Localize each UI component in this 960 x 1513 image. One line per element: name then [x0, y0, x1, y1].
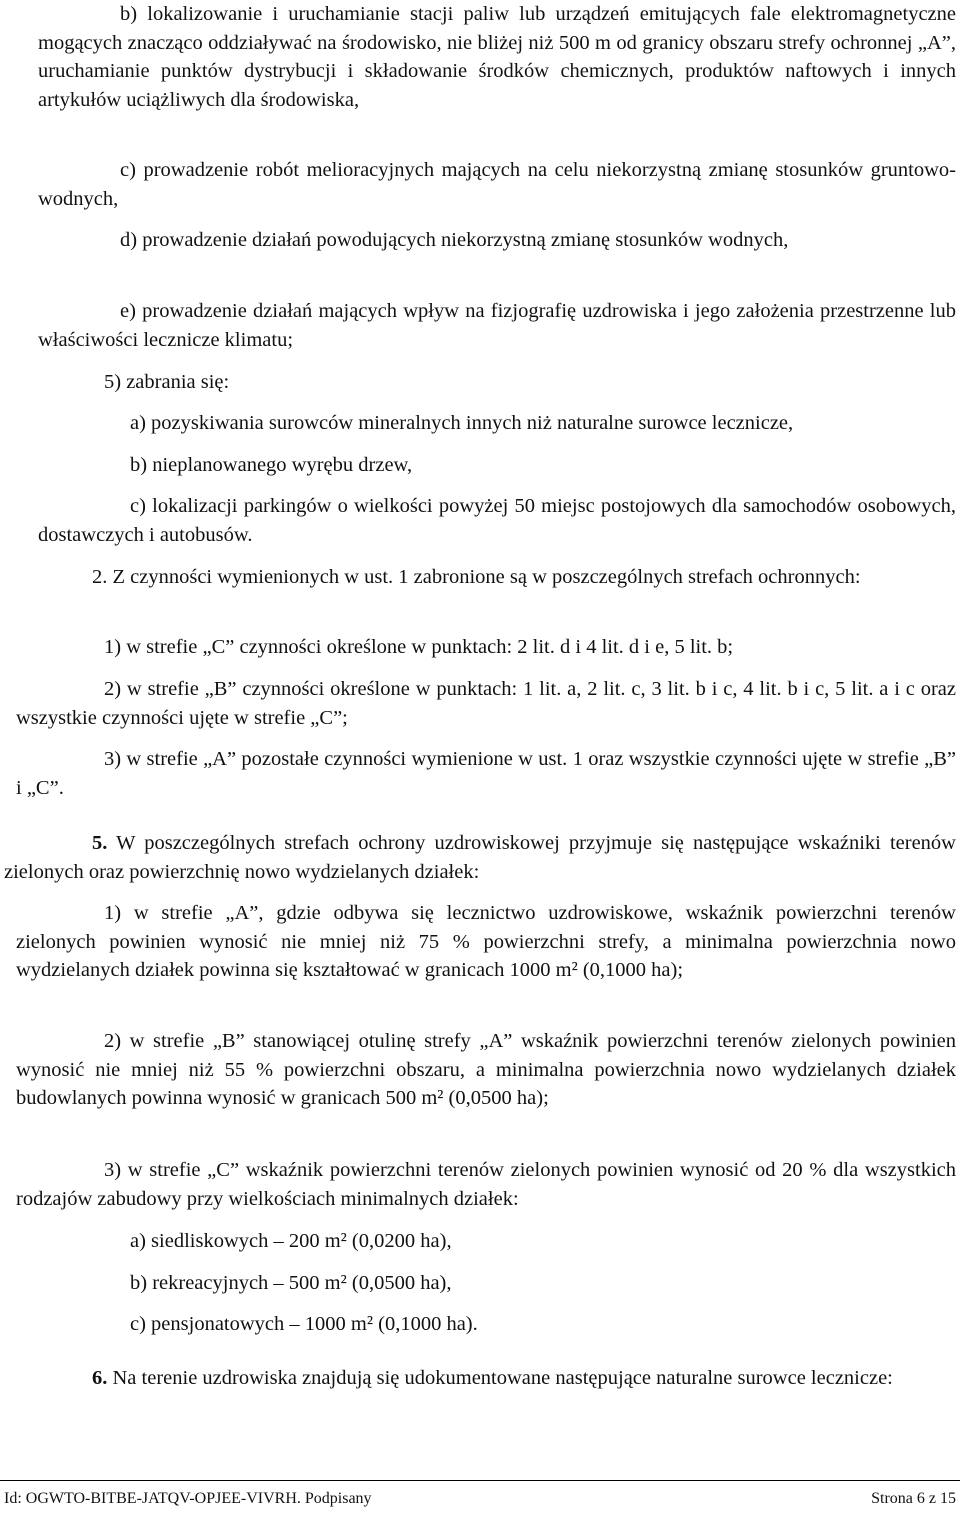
clause-2-zones: 2. Z czynności wymienionych w ust. 1 zabronione są w poszczególnych strefach ochronnych:: [92, 566, 861, 588]
section-6: [4, 1364, 956, 1393]
zone-a-item: 3) w strefie „A” pozostałe czynności wymienione w ust. 1 oraz wszystkie czynności ujęte w strefie „B” i „C”.: [16, 748, 956, 799]
zone-b-item: 2) w strefie „B” czynności określone w punktach: 1 lit. a, 2 lit. c, 3 lit. b i c, 4 lit. b i c, 5 lit. a i c oraz wszystkie czynności ujęte w strefie „C”;: [16, 678, 956, 729]
item-e-physiography: e) prowadzenie działań mających wpływ na fizjografię uzdrowiska i jego założenia przestrzenne lub właściwości lecznicze klimatu;: [38, 300, 956, 351]
point-5-prohibitions: 5) zabrania się:: [104, 371, 230, 393]
item-c-parking: c) lokalizacji parkingów o wielkości powyżej 50 miejsc postojowych dla samochodów osobowych, dostawczych i autobusów.: [38, 495, 956, 546]
item-c-melioration-works: c) prowadzenie robót melioracyjnych mających na celu niekorzystną zmianę stosunków gruntowo-wodnych,: [38, 159, 956, 210]
section-6-number: 6.: [92, 1367, 108, 1389]
section-5: [4, 829, 956, 886]
item-b-station-location: b) lokalizowanie i uruchamianie stacji paliw lub urządzeń emitujących fale elektromagnetyczne mogących znacząco oddziaływać na środowisko, nie bliżej niż 500 m od granicy obszaru strefy ochronnej „A”, uruchamianie punktów dystrybucji i składowanie środków chemicznych, produktów naftowych i innych artykułów uciążliwych dla środowiska,: [38, 3, 956, 111]
footer-document-id: Id: OGWTO-BITBE-JATQV-OPJEE-VIVRH. Podpisany: [4, 1490, 372, 1507]
section-5-number: 5.: [92, 832, 108, 854]
item-d-water-relations: d) prowadzenie działań powodujących niekorzystną zmianę stosunków wodnych,: [120, 229, 789, 251]
zone-b-green-indicator: 2) w strefie „B” stanowiącej otulinę strefy „A” wskaźnik powierzchni terenów zielonych powinien wynosić nie mniej niż 55 % powierzchni obszaru, a minimalna powierzchnia nowo wydzielanych działek budowlanych powinna wynosić w granicach 500 m² (0,0500 ha);: [16, 1030, 956, 1109]
section-6-text: Na terenie uzdrowiska znajdują się udokumentowane następujące naturalne surowce lecznicze:: [112, 1367, 893, 1389]
plot-c-guesthouse: c) pensjonatowych – 1000 m² (0,1000 ha).: [130, 1313, 478, 1335]
zone-c-item: 1) w strefie „C” czynności określone w punktach: 2 lit. d i 4 lit. d i e, 5 lit. b;: [104, 636, 734, 658]
footer-divider: [0, 1480, 960, 1481]
section-5-text: W poszczególnych strefach ochrony uzdrowiskowej przyjmuje się następujące wskaźniki terenów zielonych oraz powierzchnię nowo wydzielanych działek:: [4, 832, 956, 883]
footer-page-number: Strona 6 z 15: [871, 1490, 956, 1507]
item-b-tree-felling: b) nieplanowanego wyrębu drzew,: [130, 454, 413, 476]
plot-b-recreational: b) rekreacyjnych – 500 m² (0,0500 ha),: [130, 1272, 452, 1294]
zone-a-green-indicator: 1) w strefie „A”, gdzie odbywa się lecznictwo uzdrowiskowe, wskaźnik powierzchni terenów zielonych powinien wynosić nie mniej niż 75 % powierzchni strefy, a minimalna powierzchnia nowo wydzielanych działek powinna się kształtować w granicach 1000 m² (0,1000 ha);: [16, 902, 956, 981]
plot-a-residential: a) siedliskowych – 200 m² (0,0200 ha),: [130, 1230, 452, 1252]
zone-c-green-indicator: 3) w strefie „C” wskaźnik powierzchni terenów zielonych powinien wynosić od 20 % dla wszystkich rodzajów zabudowy przy wielkościach minimalnych działek:: [16, 1159, 956, 1210]
item-a-mineral-extraction: a) pozyskiwania surowców mineralnych innych niż naturalne surowce lecznicze,: [130, 412, 794, 434]
